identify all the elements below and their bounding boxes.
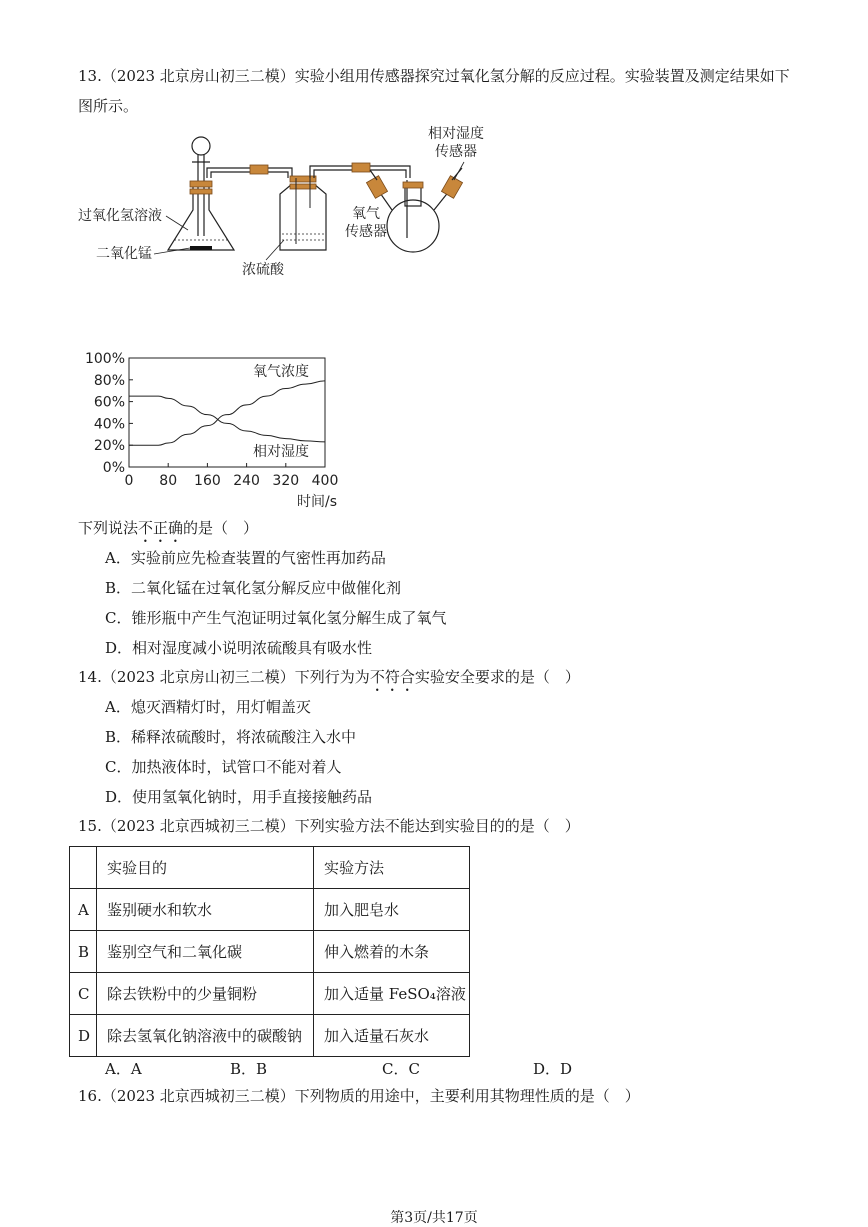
emphasis-not-comply: 不符合 bbox=[369, 668, 415, 686]
q15-question: 15.（2023 北京西城初三二模）下列实验方法不能达到实验目的的是（ ） bbox=[78, 817, 580, 835]
q15-answer-c: C．C bbox=[382, 1060, 420, 1078]
y-tick-label: 80% bbox=[93, 372, 125, 389]
q13-option-c: C．锥形瓶中产生气泡证明过氧化氢分解生成了氧气 bbox=[105, 609, 447, 627]
y-tick-label: 100% bbox=[84, 351, 125, 367]
q13-option-a: A．实验前应先检查装置的气密性再加药品 bbox=[105, 549, 386, 567]
label-conc-sulfuric-acid: 浓硫酸 bbox=[242, 262, 284, 278]
q13-stem-line1: 13.（2023 北京房山初三二模）实验小组用传感器探究过氧化氢分解的反应过程。实验装置及测定结果如下 bbox=[78, 67, 790, 85]
label-oxygen-1: 氧气 bbox=[352, 206, 380, 222]
y-tick-label: 60% bbox=[93, 394, 125, 411]
table-cell: 加入适量 FeSO₄溶液 bbox=[314, 973, 470, 1015]
wash-bottle bbox=[280, 176, 326, 250]
q16-question: 16.（2023 北京西城初三二模）下列物质的用途中，主要利用其物理性质的是（ ） bbox=[78, 1087, 640, 1105]
page-footer: 第3页/共17页 bbox=[390, 1210, 478, 1226]
table-cell: B bbox=[70, 931, 97, 973]
x-tick-label: 160 bbox=[194, 473, 221, 489]
label-h2o2: 过氧化氢溶液 bbox=[78, 208, 162, 224]
table-header-cell: 实验目的 bbox=[97, 847, 314, 889]
rubber-connector-1 bbox=[250, 165, 268, 174]
x-tick-label: 80 bbox=[159, 473, 178, 489]
table-row bbox=[70, 1015, 470, 1057]
table-cell: D bbox=[70, 1015, 97, 1057]
label-humidity-2: 传感器 bbox=[435, 144, 477, 160]
q13-option-d: D．相对湿度减小说明浓硫酸具有吸水性 bbox=[105, 639, 373, 657]
table-row bbox=[70, 931, 470, 973]
table-header-cell: 实验方法 bbox=[314, 847, 470, 889]
x-axis-label: 时间/s bbox=[297, 494, 338, 510]
series-line-oxygen bbox=[129, 381, 325, 445]
table-header-cell bbox=[70, 847, 97, 889]
label-mno2: 二氧化锰 bbox=[96, 246, 152, 262]
label-oxygen-2: 传感器 bbox=[345, 224, 387, 240]
rubber-connector-2 bbox=[352, 163, 370, 172]
y-tick-label: 0% bbox=[102, 460, 125, 476]
q14-option-d: D．使用氢氧化钠时，用手直接接触药品 bbox=[105, 788, 373, 806]
table-cell: A bbox=[70, 889, 97, 931]
table-cell: 除去氢氧化钠溶液中的碳酸钠 bbox=[97, 1015, 314, 1057]
x-tick-label: 240 bbox=[233, 473, 260, 489]
table-cell: C bbox=[70, 973, 97, 1015]
series-line-humidity bbox=[129, 396, 325, 442]
q14-option-b: B．稀释浓硫酸时，将浓硫酸注入水中 bbox=[105, 728, 357, 746]
table-cell: 加入适量石灰水 bbox=[314, 1015, 470, 1057]
y-tick-label: 20% bbox=[93, 438, 125, 455]
conical-flask bbox=[168, 181, 234, 250]
series-label-oxygen: 氧气浓度 bbox=[253, 364, 309, 380]
emphasis-not-correct: 不正确 bbox=[138, 519, 184, 537]
table-cell: 伸入燃着的木条 bbox=[314, 931, 470, 973]
table-row bbox=[70, 889, 470, 931]
table-cell: 加入肥皂水 bbox=[314, 889, 470, 931]
table-cell: 鉴别空气和二氧化碳 bbox=[97, 931, 314, 973]
label-humidity-1: 相对湿度 bbox=[428, 126, 484, 142]
y-tick-label: 40% bbox=[93, 416, 125, 433]
line-chart bbox=[75, 348, 355, 513]
table-cell: 鉴别硬水和软水 bbox=[97, 889, 314, 931]
table-header-row bbox=[70, 847, 470, 889]
q15-answer-d: D．D bbox=[533, 1060, 573, 1078]
table-cell: 除去铁粉中的少量铜粉 bbox=[97, 973, 314, 1015]
q15-table bbox=[69, 846, 470, 1057]
series-label-humidity: 相对湿度 bbox=[253, 444, 309, 460]
x-tick-label: 0 bbox=[124, 473, 134, 489]
table-row bbox=[70, 973, 470, 1015]
q13-question: 下列说法不正确的是（ ） bbox=[78, 519, 259, 537]
q14-question: 14.（2023 北京房山初三二模）下列行为为不符合实验安全要求的是（ ） bbox=[78, 668, 580, 686]
x-tick-label: 400 bbox=[311, 473, 339, 489]
q14-option-a: A．熄灭酒精灯时，用灯帽盖灭 bbox=[105, 698, 311, 716]
apparatus-diagram bbox=[70, 118, 510, 288]
q15-answer-b: B．B bbox=[230, 1060, 268, 1078]
three-neck-flask bbox=[378, 180, 450, 252]
q13-stem-line2: 图所示。 bbox=[78, 97, 139, 115]
q13-option-b: B．二氧化锰在过氧化氢分解反应中做催化剂 bbox=[105, 579, 402, 597]
q14-option-c: C．加热液体时，试管口不能对着人 bbox=[105, 758, 342, 776]
x-tick-label: 320 bbox=[272, 473, 300, 489]
q15-answer-a: A．A bbox=[105, 1060, 142, 1078]
